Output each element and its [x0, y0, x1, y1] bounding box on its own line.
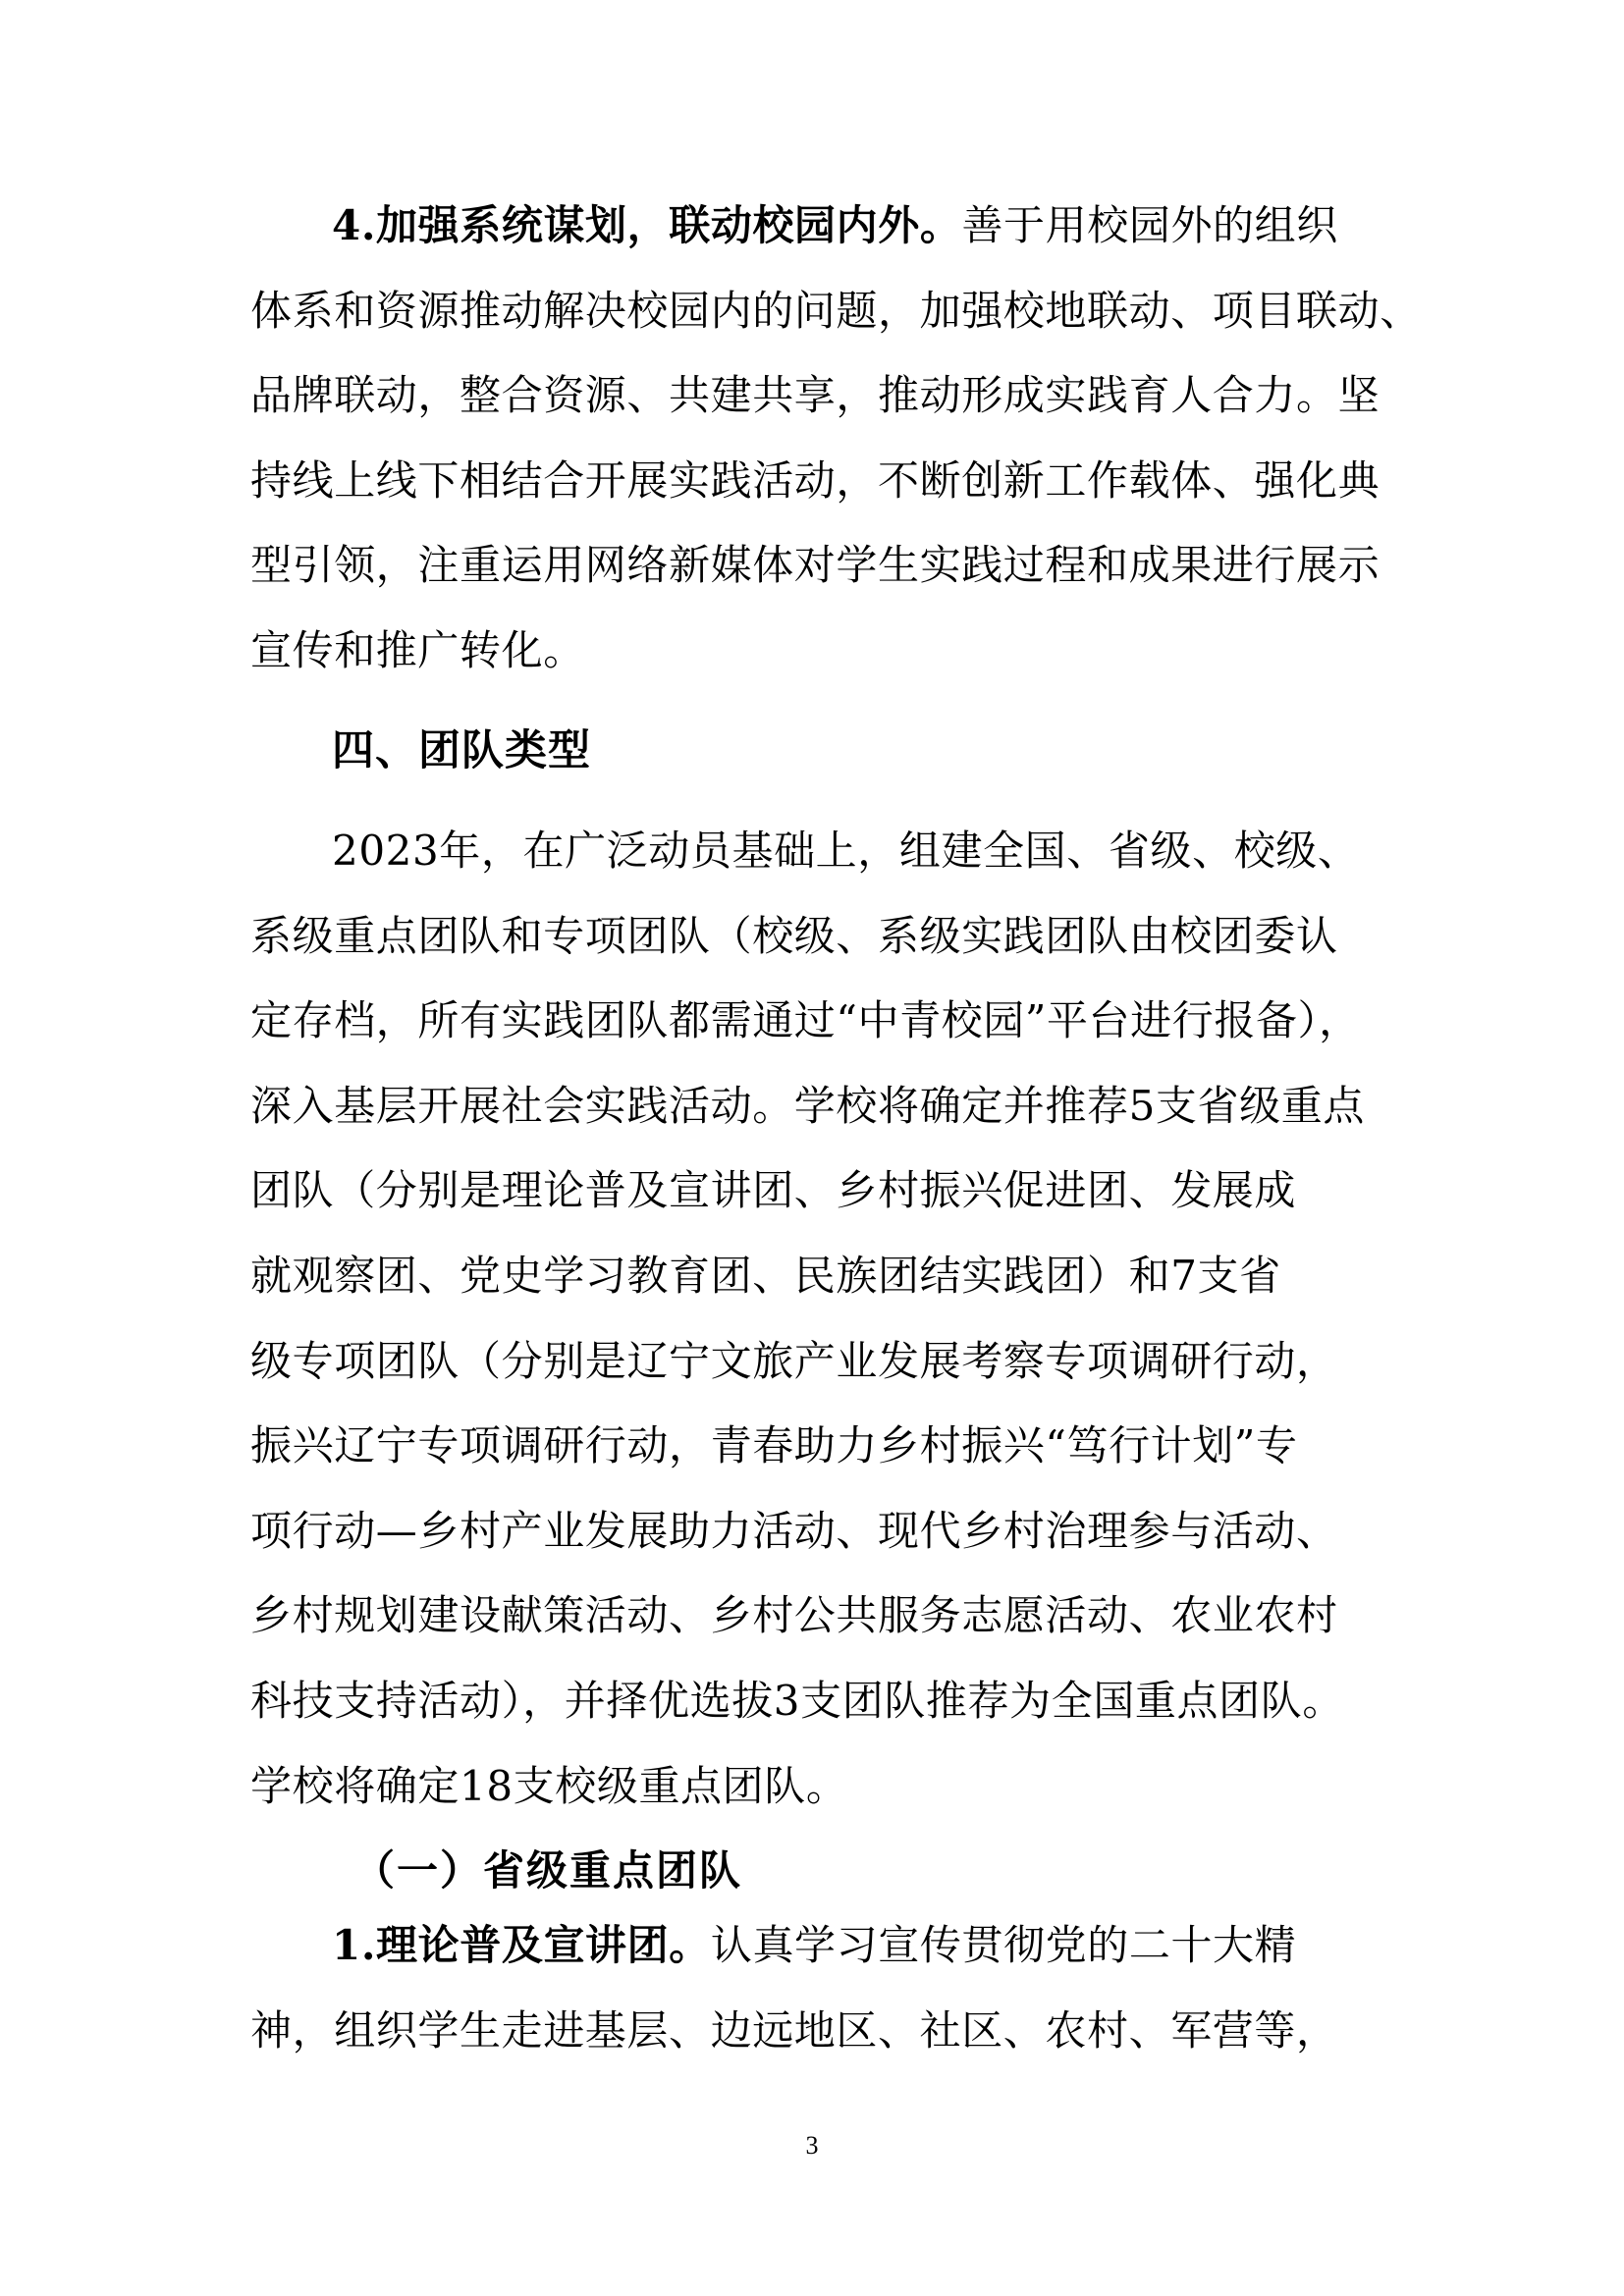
paragraph-4-line: 品牌联动，整合资源、共建共享，推动形成实践育人合力。坚	[250, 371, 1380, 419]
teams-paragraph-line: 团队（分别是理论普及宣讲团、乡村振兴促进团、发展成	[250, 1166, 1297, 1214]
teams-paragraph-line: 系级重点团队和专项团队（校级、系级实践团队由校团委认	[250, 912, 1338, 960]
item-1-lead: 1.理论普及宣讲团。	[332, 1921, 711, 1969]
item-1-line-1-rest: 认真学习宣传贯彻党的二十大精	[710, 1921, 1297, 1969]
section-heading: 四、团队类型	[332, 726, 591, 775]
teams-paragraph-line: 2023年，在广泛动员基础上，组建全国、省级、校级、	[332, 827, 1360, 875]
teams-paragraph-line: 定存档，所有实践团队都需通过“中青校园”平台进行报备），	[250, 996, 1361, 1044]
teams-paragraph-line: 级专项团队（分别是辽宁文旅产业发展考察专项调研行动，	[250, 1337, 1338, 1385]
teams-paragraph-line: 项行动—乡村产业发展助力活动、现代乡村治理参与活动、	[250, 1507, 1338, 1555]
paragraph-4-line-1-rest: 善于用校园外的组织	[961, 201, 1338, 249]
sub-heading: （一）省级重点团队	[353, 1846, 743, 1895]
paragraph-4-line: 宣传和推广转化。	[250, 626, 585, 674]
paragraph-4-lead: 4.加强系统谋划，联动校园内外。	[332, 201, 962, 249]
teams-paragraph-line: 科技支持活动），并择优选拔3支团队推荐为全国重点团队。	[250, 1677, 1344, 1725]
paragraph-4-line-1	[332, 196, 1338, 255]
teams-paragraph-line: 就观察团、党史学习教育团、民族团结实践团）和7支省	[250, 1252, 1281, 1300]
teams-paragraph-line: 振兴辽宁专项调研行动，青春助力乡村振兴“笃行计划”专	[250, 1421, 1298, 1469]
paragraph-4-line: 体系和资源推动解决校园内的问题，加强校地联动、项目联动、	[250, 287, 1422, 335]
teams-paragraph-line: 深入基层开展社会实践活动。学校将确定并推荐5支省级重点	[250, 1082, 1365, 1130]
item-1-line-1	[332, 1916, 1296, 1975]
paragraph-4-line: 持线上线下相结合开展实践活动，不断创新工作载体、强化典	[250, 456, 1380, 505]
paragraph-4-line: 型引领，注重运用网络新媒体对学生实践过程和成果进行展示	[250, 541, 1380, 589]
teams-paragraph-line: 乡村规划建设献策活动、乡村公共服务志愿活动、农业农村	[250, 1591, 1338, 1639]
teams-paragraph-line: 学校将确定18支校级重点团队。	[250, 1762, 848, 1810]
item-1-line: 神，组织学生走进基层、边远地区、社区、农村、军营等，	[250, 2006, 1338, 2055]
page-number: 3	[805, 2131, 819, 2160]
